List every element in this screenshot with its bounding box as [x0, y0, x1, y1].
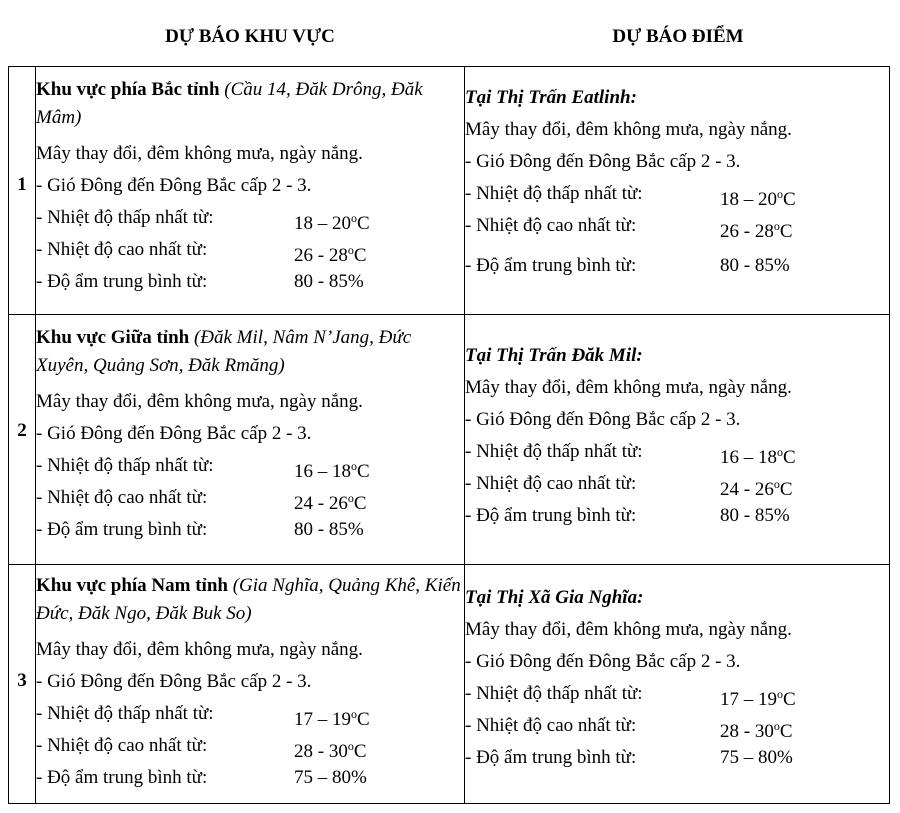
wind-info: - Gió Đông đến Đông Bắc cấp 2 - 3. [36, 423, 312, 444]
max-temp-label: - Nhiệt độ cao nhất từ: [36, 487, 208, 508]
regional-forecast-cell [36, 324, 464, 546]
max-temp-line [465, 210, 890, 242]
humidity-label: - Độ ẩm trung bình từ: [36, 519, 208, 540]
region-name: Khu vực Giữa tỉnh [36, 327, 190, 348]
sky-condition: Mây thay đổi, đêm không mưa, ngày nắng. [36, 143, 363, 164]
sky-condition: Mây thay đổi, đêm không mưa, ngày nắng. [36, 391, 363, 412]
humidity-line [465, 250, 890, 282]
humidity-line [36, 762, 464, 794]
header-point-forecast: DỰ BÁO ĐIỂM [612, 26, 744, 47]
max-temp-label: - Nhiệt độ cao nhất từ: [36, 735, 208, 756]
min-temp-line [36, 202, 464, 234]
min-temp-label: - Nhiệt độ thấp nhất từ: [465, 683, 643, 704]
min-temp-label: - Nhiệt độ thấp nhất từ: [465, 183, 643, 204]
sky-condition: Mây thay đổi, đêm không mưa, ngày nắng. [465, 619, 792, 640]
max-temp-value: 26 - 28$^o$C [294, 243, 367, 266]
region-title [36, 76, 464, 132]
max-temp-label: - Nhiệt độ cao nhất từ: [465, 473, 637, 494]
header-regional-forecast: DỰ BÁO KHU VỰC [165, 26, 335, 47]
humidity-line [465, 742, 890, 774]
max-temp-value: 26 - 28$^o$C [720, 219, 793, 242]
wind-info: - Gió Đông đến Đông Bắc cấp 2 - 3. [465, 651, 741, 672]
humidity-label: - Độ ẩm trung bình từ: [36, 271, 208, 292]
min-temp-label: - Nhiệt độ thấp nhất từ: [36, 207, 214, 228]
min-temp-value: 18 – 20$^o$C [294, 211, 370, 234]
max-temp-value: 28 - 30$^o$C [720, 719, 793, 742]
max-temp-value: 24 - 26$^o$C [294, 491, 367, 514]
point-forecast-cell [465, 84, 890, 282]
min-temp-value: 18 – 20$^o$C [720, 187, 796, 210]
region-name: Khu vực phía Nam tỉnh [36, 575, 228, 596]
min-temp-label: - Nhiệt độ thấp nhất từ: [36, 703, 214, 724]
max-temp-label: - Nhiệt độ cao nhất từ: [465, 215, 637, 236]
humidity-value: 80 - 85% [720, 255, 790, 276]
table-border-top [8, 66, 890, 67]
max-temp-value: 28 - 30$^o$C [294, 739, 367, 762]
regional-forecast-cell [36, 572, 464, 794]
row-number: 3 [17, 670, 27, 691]
sky-condition: Mây thay đổi, đêm không mưa, ngày nắng. [36, 639, 363, 660]
humidity-line [36, 266, 464, 298]
region-areas: (Gia Nghĩa, Quảng Khê, Kiến Đức, Đăk Ngo, Đăk Buk So) [36, 575, 461, 624]
min-temp-line [465, 678, 890, 710]
min-temp-line [465, 436, 890, 468]
region-areas: (Đăk Mil, Nâm N’Jang, Đức Xuyên, Quảng Sơn, Đăk Rmăng) [36, 327, 412, 376]
max-temp-label: - Nhiệt độ cao nhất từ: [36, 239, 208, 260]
humidity-label: - Độ ẩm trung bình từ: [36, 767, 208, 788]
forecast-table [8, 66, 890, 804]
regional-forecast-cell [36, 76, 464, 298]
min-temp-line [465, 178, 890, 210]
region-title [36, 572, 464, 628]
max-temp-line [465, 468, 890, 500]
humidity-label: - Độ ẩm trung bình từ: [465, 505, 637, 526]
point-forecast-cell [465, 584, 890, 774]
humidity-value: 80 - 85% [720, 505, 790, 526]
point-location: Tại Thị Trấn Eatlinh: [465, 87, 637, 108]
point-location: Tại Thị Xã Gia Nghĩa: [465, 587, 644, 608]
min-temp-line [36, 450, 464, 482]
region-areas: (Cầu 14, Đăk Drông, Đăk Mâm) [36, 79, 423, 128]
humidity-line [465, 500, 890, 532]
wind-info: - Gió Đông đến Đông Bắc cấp 2 - 3. [36, 175, 312, 196]
min-temp-value: 17 – 19$^o$C [720, 687, 796, 710]
table-border-bottom [8, 803, 890, 804]
max-temp-line [36, 730, 464, 762]
table-row-divider [8, 564, 890, 565]
wind-info: - Gió Đông đến Đông Bắc cấp 2 - 3. [465, 409, 741, 430]
humidity-value: 75 – 80% [294, 767, 367, 788]
max-temp-label: - Nhiệt độ cao nhất từ: [465, 715, 637, 736]
min-temp-value: 17 – 19$^o$C [294, 707, 370, 730]
wind-info: - Gió Đông đến Đông Bắc cấp 2 - 3. [465, 151, 741, 172]
row-number: 2 [17, 420, 27, 441]
row-number: 1 [17, 174, 27, 195]
sky-condition: Mây thay đổi, đêm không mưa, ngày nắng. [465, 119, 792, 140]
table-row-divider [8, 314, 890, 315]
max-temp-line [36, 234, 464, 266]
wind-info: - Gió Đông đến Đông Bắc cấp 2 - 3. [36, 671, 312, 692]
humidity-label: - Độ ẩm trung bình từ: [465, 255, 637, 276]
point-location: Tại Thị Trấn Đăk Mil: [465, 345, 643, 366]
min-temp-line [36, 698, 464, 730]
region-name: Khu vực phía Bắc tỉnh [36, 79, 220, 100]
min-temp-value: 16 – 18$^o$C [720, 445, 796, 468]
sky-condition: Mây thay đổi, đêm không mưa, ngày nắng. [465, 377, 792, 398]
humidity-line [36, 514, 464, 546]
humidity-label: - Độ ẩm trung bình từ: [465, 747, 637, 768]
point-forecast-cell [465, 342, 890, 532]
max-temp-line [465, 710, 890, 742]
max-temp-line [36, 482, 464, 514]
min-temp-value: 16 – 18$^o$C [294, 459, 370, 482]
humidity-value: 75 – 80% [720, 747, 793, 768]
min-temp-label: - Nhiệt độ thấp nhất từ: [465, 441, 643, 462]
humidity-value: 80 - 85% [294, 271, 364, 292]
region-title [36, 324, 464, 380]
max-temp-value: 24 - 26$^o$C [720, 477, 793, 500]
humidity-value: 80 - 85% [294, 519, 364, 540]
min-temp-label: - Nhiệt độ thấp nhất từ: [36, 455, 214, 476]
